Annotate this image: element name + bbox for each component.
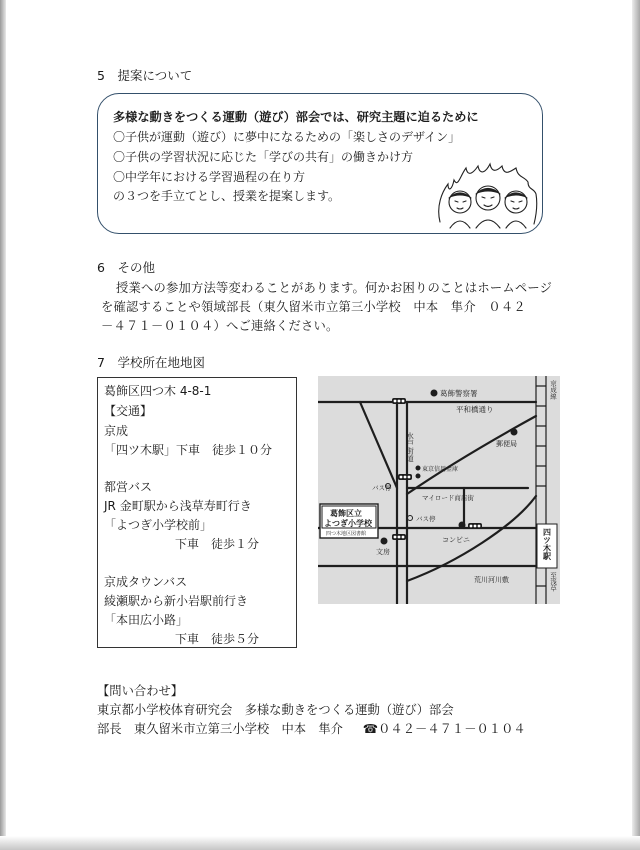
map-label-bus-stop-1: バス停	[372, 484, 392, 492]
route3-walk: 下車 徒歩５分	[175, 632, 260, 646]
map-label-police: 葛飾警察署	[440, 389, 478, 398]
map-label-arakawa: 荒川河川敷	[474, 576, 509, 584]
transport-heading: 【交通】	[104, 404, 153, 418]
map-label-heiwa: 平和橋通り	[456, 405, 494, 414]
bunbo-marker	[381, 538, 388, 545]
route1-line: 京成	[104, 424, 129, 438]
proposal-item-1: 〇子供が運動（遊び）に夢中になるための「楽しさのデザイン」	[113, 130, 461, 144]
map-label-school-1: 葛飾区立	[330, 509, 362, 518]
map-background	[318, 376, 560, 604]
map-label-convenience: コンビニ	[442, 536, 470, 544]
route2-line: 都営バス	[104, 480, 153, 494]
route2-walk: 下車 徒歩１分	[175, 537, 260, 551]
map-label-bunbo: 文房	[376, 548, 390, 556]
school-location-map	[318, 376, 560, 604]
section6-heading: 6 その他	[97, 260, 155, 275]
map-label-school-small: 四つ木地区図書館	[326, 531, 367, 537]
map-label-keisei: 京成線	[549, 380, 557, 400]
proposal-item-2: 〇子供の学習状況に応じた「学びの共有」の働きかけ方	[113, 150, 414, 164]
section6-line-2: を確認することや領域部長（東久留米市立第三小学校 中本 隼介 ０４２	[101, 300, 526, 314]
page-shadow-left	[0, 0, 6, 850]
contact-person: 部長 東久留米市立第三小学校 中本 隼介	[97, 722, 343, 736]
map-label-to-asakusa: 至浅草	[549, 572, 557, 592]
route3-stop: 「本田広小路」	[104, 613, 189, 627]
route3-route: 綾瀬駅から新小岩駅前行き	[104, 594, 249, 608]
section5-heading: 5 提案について	[97, 68, 193, 83]
page-shadow-right	[632, 0, 640, 850]
school-address: 葛飾区四つ木 4-8-1	[104, 384, 212, 398]
contact-organization: 東京都小学校体育研究会 多様な動きをつくる運動（遊び）部会	[97, 703, 454, 717]
section6-line-3: －４７１－０１０４）へご連絡ください。	[101, 319, 339, 333]
section6-line-1: 授業への参加方法等変わることがあります。何かお困りのことはホームページ	[116, 281, 553, 295]
section7-heading: 7 学校所在地地図	[97, 355, 205, 370]
map-label-school-2: よつぎ小学校	[324, 519, 372, 528]
telephone-icon: ☎	[362, 722, 379, 736]
map-label-credit-union: 東京信用金庫	[422, 466, 459, 473]
page-shadow-bottom	[0, 836, 640, 850]
proposal-closing: の３つを手立てとし、授業を提案します。	[113, 189, 341, 203]
map-label-mito: 水戸街道	[405, 432, 415, 462]
route2-route: JR 金町駅から浅草寿町行き	[104, 499, 252, 513]
route1-station: 「四ツ木駅」下車 徒歩１０分	[104, 443, 273, 457]
contact-heading: 【問い合わせ】	[97, 684, 184, 698]
contact-phone: ０４２－４７１－０１０４	[378, 722, 526, 736]
contact-person-line	[97, 719, 526, 737]
route2-stop: 「よつぎ小学校前」	[104, 518, 213, 532]
police-marker	[431, 390, 438, 397]
post-office-marker	[511, 429, 518, 436]
map-label-post-office: 郵便局	[496, 440, 517, 448]
route3-line: 京成タウンバス	[104, 575, 188, 589]
proposal-item-3: 〇中学年における学習過程の在り方	[113, 170, 306, 184]
children-illustration	[436, 162, 540, 230]
map-label-bus-stop-2: バス停	[416, 515, 436, 523]
convenience-marker	[459, 522, 466, 529]
map-label-mylord: マイロード商店街	[422, 494, 474, 502]
map-label-yotsugi-station: 四ツ木駅	[542, 528, 552, 560]
proposal-lead: 多様な動きをつくる運動（遊び）部会では、研究主題に迫るために	[113, 110, 479, 124]
